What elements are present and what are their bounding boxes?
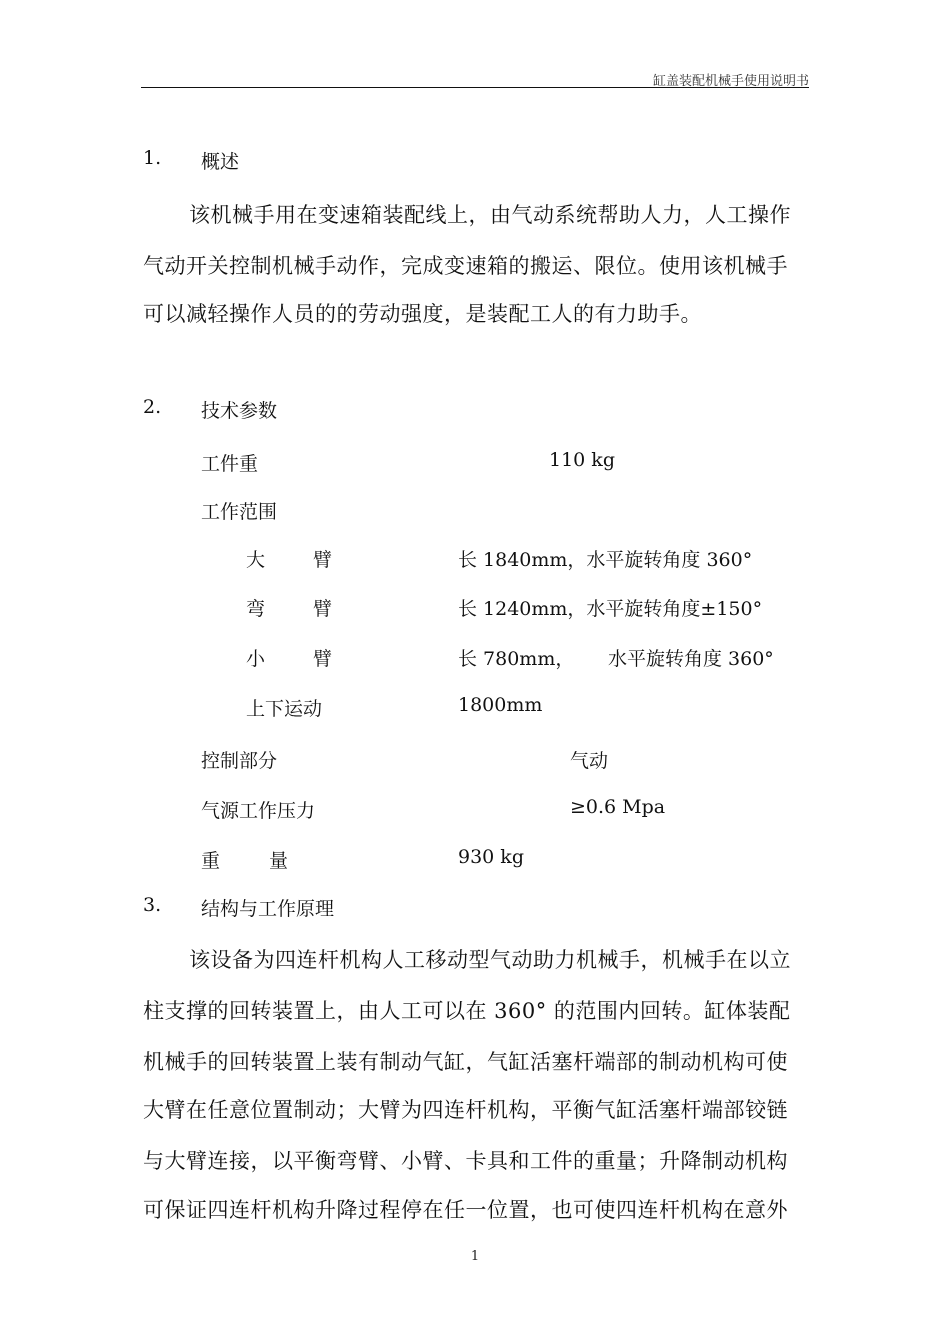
param-big-arm-label-char-1: 大 (246, 549, 266, 571)
section-3-line-1: 该设备为四连杆机构人工移动型气动助力机械手，机械手在以立 (189, 948, 791, 972)
page-number: 1 (470, 1249, 480, 1264)
section-3-line-5: 与大臂连接，以平衡弯臂、小臂、卡具和工件的重量；升降制动机构 (143, 1149, 788, 1173)
param-control-value: 气动 (570, 750, 609, 772)
header-title: 缸盖装配机械手使用说明书 (652, 74, 809, 89)
param-work-range-label: 工作范围 (201, 501, 278, 523)
param-vertical-motion-label: 上下运动 (246, 698, 323, 720)
section-1-line-1: 该机械手用在变速箱装配线上，由气动系统帮助人力，人工操作 (189, 203, 791, 227)
param-big-arm-label-char-2: 臂 (313, 549, 333, 571)
section-2-title: 技术参数 (201, 400, 278, 422)
param-small-arm-length: 长 780mm， (458, 648, 575, 670)
param-bend-arm-label-char-2: 臂 (313, 598, 333, 620)
section-3-line-2: 柱支撑的回转装置上，由人工可以在 360° 的范围内回转。缸体装配 (143, 999, 791, 1023)
section-1-title: 概述 (201, 151, 240, 173)
param-bend-arm-value: 长 1240mm，水平旋转角度±150° (458, 598, 763, 620)
param-weight-label-char-1: 重 (201, 850, 221, 872)
section-1-line-2: 气动开关控制机械手动作，完成变速箱的搬运、限位。使用该机械手 (143, 254, 788, 278)
param-workpiece-weight-label: 工件重 (201, 453, 259, 475)
section-3-line-6: 可保证四连杆机构升降过程停在任一位置，也可使四连杆机构在意外 (143, 1198, 788, 1222)
param-weight-label-char-2: 量 (269, 850, 289, 872)
param-vertical-motion-value: 1800mm (458, 694, 543, 716)
param-air-pressure-value: ≥0.6 Mpa (570, 796, 666, 818)
param-small-arm-rotation: 水平旋转角度 360° (608, 648, 774, 670)
param-big-arm-value: 长 1840mm，水平旋转角度 360° (458, 549, 753, 571)
section-3-line-4: 大臂在任意位置制动；大臂为四连杆机构，平衡气缸活塞杆端部铰链 (143, 1098, 788, 1122)
section-3-title: 结构与工作原理 (201, 898, 335, 920)
param-air-pressure-label: 气源工作压力 (201, 800, 316, 822)
section-1-line-3: 可以减轻操作人员的的劳动强度，是装配工人的有力助手。 (143, 302, 702, 326)
section-1-number: 1. (143, 147, 162, 169)
section-3-line-3: 机械手的回转装置上装有制动气缸，气缸活塞杆端部的制动机构可使 (143, 1050, 788, 1074)
param-workpiece-weight-value: 110 kg (549, 449, 615, 471)
section-2-number: 2. (143, 396, 162, 418)
param-small-arm-label-char-2: 臂 (313, 648, 333, 670)
param-weight-value: 930 kg (458, 846, 524, 868)
param-control-label: 控制部分 (201, 750, 278, 772)
header-divider (141, 87, 809, 88)
section-3-number: 3. (143, 894, 162, 916)
param-small-arm-label-char-1: 小 (246, 648, 266, 670)
param-bend-arm-label-char-1: 弯 (246, 598, 266, 620)
